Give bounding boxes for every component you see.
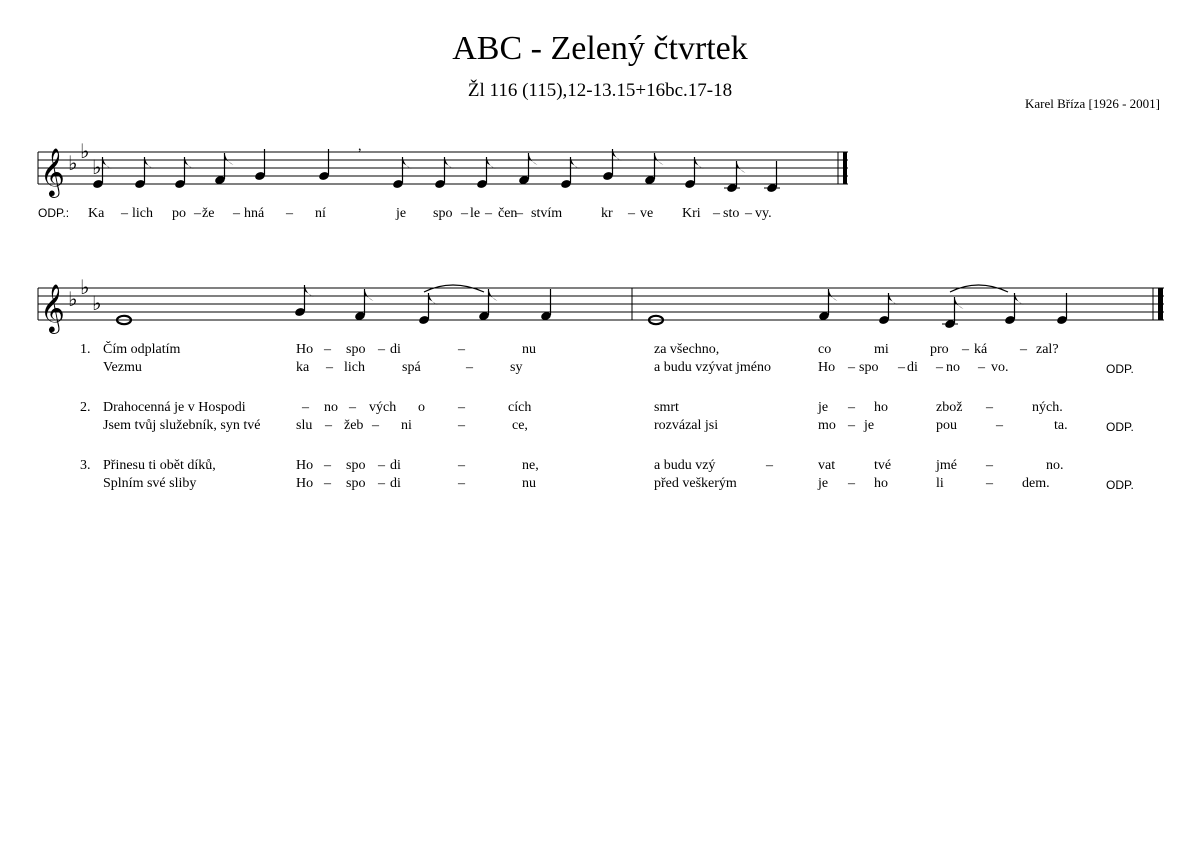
verse-syllable: mi	[874, 342, 889, 357]
verse-syllable: –	[378, 458, 385, 473]
verse-syllable: Ho	[296, 476, 314, 491]
refrain-syllable: hná	[244, 206, 265, 221]
verse-syllable: –	[372, 418, 379, 433]
refrain-syllable: kr	[601, 206, 613, 221]
verse-syllable: Ho	[296, 458, 314, 473]
verse-syllable: sy	[510, 360, 523, 375]
verse-syllable: di	[390, 458, 401, 473]
svg-text:♭: ♭	[68, 287, 78, 311]
verse-number: 2.	[80, 400, 91, 415]
psalm-reference: Žl 116 (115),12-13.15+16bc.17-18	[467, 80, 733, 101]
refrain-syllable: –	[233, 206, 240, 221]
verse-syllable: spo	[859, 360, 879, 375]
verse-syllable: nu	[522, 342, 536, 357]
verse-syllable: ho	[874, 476, 888, 491]
note-eighth	[942, 297, 964, 329]
verse-syllable: no	[946, 360, 960, 375]
verse-syllable: –	[986, 458, 993, 473]
refrain-cue: ODP.	[1106, 362, 1134, 376]
verse-syllable: je	[818, 400, 829, 415]
refrain-syllable: –	[628, 206, 635, 221]
verse-syllable: –	[458, 342, 465, 357]
verse-syllable: –	[324, 342, 331, 357]
verse-text: smrt	[654, 400, 679, 415]
treble-clef-icon: 𝄞	[40, 147, 65, 196]
verse-syllable: ni	[401, 418, 412, 433]
verse-syllable: no	[324, 400, 338, 415]
verse-syllable: zal?	[1036, 342, 1059, 357]
verse-syllable: li	[936, 476, 944, 491]
verse-syllable: ta.	[1054, 418, 1068, 433]
verse-syllable: je	[864, 418, 875, 433]
verse-syllable: je	[818, 476, 829, 491]
verse-text: za všechno,	[654, 342, 720, 357]
refrain-syllable: –	[485, 206, 492, 221]
note-eighth	[354, 289, 373, 321]
refrain-syllable: –	[121, 206, 128, 221]
note-quarter	[254, 149, 266, 181]
key-signature-flats	[68, 276, 101, 315]
verse-syllable: ho	[874, 400, 888, 415]
refrain-syllable: je	[396, 206, 407, 221]
verse-text: Vezmu	[103, 360, 142, 375]
verse-text: před veškerým	[654, 476, 737, 491]
verse-syllable: di	[390, 476, 401, 491]
verse-number: 1.	[80, 342, 91, 357]
svg-text:♭: ♭	[92, 291, 102, 315]
verse-syllable: nu	[522, 476, 536, 491]
refrain-syllable: vy.	[755, 206, 772, 221]
verse-syllable: co	[818, 342, 832, 357]
verse-syllable: ce,	[512, 418, 528, 433]
verse-syllable: pou	[936, 418, 957, 433]
svg-text:♭: ♭	[68, 151, 78, 175]
verse-text: a budu vzývat jméno	[654, 360, 772, 375]
verse-syllable: spo	[346, 458, 366, 473]
note-eighth	[478, 289, 497, 321]
refrain-syllable: Ka	[88, 206, 105, 221]
refrain-syllable: sto	[723, 206, 740, 221]
svg-text:♭: ♭	[80, 140, 90, 163]
verse-syllable: o	[418, 400, 425, 415]
page-title: ABC - Zelený čtvrtek	[452, 30, 748, 67]
verse-syllable: ka	[296, 360, 310, 375]
verse-syllable: –	[848, 400, 855, 415]
note-quarter	[540, 289, 552, 321]
breath-mark-icon: ,	[358, 140, 362, 154]
verse-text: Přinesu ti obět díků,	[103, 458, 216, 473]
svg-text:♭: ♭	[92, 155, 102, 179]
verse-syllable: ných.	[1032, 400, 1063, 415]
svg-text:♭: ♭	[80, 276, 90, 299]
key-signature-flats	[68, 140, 101, 179]
note-quarter	[318, 149, 330, 181]
refrain-syllable: lich	[132, 206, 153, 221]
note-eighth	[818, 289, 837, 321]
note-whole	[114, 316, 134, 324]
verse-syllable: –	[324, 458, 331, 473]
note-whole	[646, 316, 666, 324]
verse-syllable: –	[326, 360, 333, 375]
verse-syllable: Ho	[296, 342, 314, 357]
verse-syllable: zbož	[936, 400, 963, 415]
refrain-syllable: stvím	[531, 206, 563, 221]
verse-syllable: –	[324, 476, 331, 491]
verse-syllable: –	[466, 360, 473, 375]
composer-credit: Karel Bříza [1926 - 2001]	[1024, 96, 1160, 111]
refrain-syllable: –	[461, 206, 468, 221]
verse-syllable: –	[458, 418, 465, 433]
verse-text: a budu vzý	[654, 458, 716, 473]
verse-staff	[0, 276, 1200, 346]
verse-syllable: ne,	[522, 458, 539, 473]
verse-text: Jsem tvůj služebník, syn tvé	[103, 418, 261, 433]
note-quarter	[1056, 293, 1068, 325]
verse-syllable: –	[378, 476, 385, 491]
refrain-syllable: –	[286, 206, 293, 221]
verse-number: 3.	[80, 458, 91, 473]
refrain-syllable: čen	[498, 206, 518, 221]
verse-syllable: lich	[344, 360, 365, 375]
note-eighth	[724, 161, 746, 193]
verse-syllable: spo	[346, 476, 366, 491]
refrain-syllable: že	[202, 206, 215, 221]
verse-text: Splním své sliby	[103, 476, 197, 491]
verse-syllable: cích	[508, 400, 532, 415]
verse-syllable: –	[996, 418, 1003, 433]
verse-syllable: –	[986, 400, 993, 415]
refrain-syllable: spo	[433, 206, 453, 221]
verse-syllable: –	[458, 458, 465, 473]
verse-syllable: –	[986, 476, 993, 491]
verse-syllable: –	[848, 476, 855, 491]
verse-syllable: –	[349, 400, 356, 415]
verse-syllable: –	[936, 360, 943, 375]
verse-syllable: di	[390, 342, 401, 357]
verse-syllable: –	[898, 360, 905, 375]
verse-syllable: –	[848, 418, 855, 433]
verse-syllable: –	[325, 418, 332, 433]
refrain-syllable: –	[745, 206, 752, 221]
verse-syllable: –	[378, 342, 385, 357]
refrain-label: ODP.:	[38, 206, 70, 220]
refrain-syllable: ní	[315, 206, 326, 221]
verse-text: rozvázal jsi	[654, 418, 719, 433]
refrain-syllable: le	[470, 206, 481, 221]
verse-syllable: –	[458, 476, 465, 491]
verse-syllable: –	[302, 400, 309, 415]
note-quarter	[764, 161, 780, 193]
verse-text: Drahocenná je v Hospodi	[103, 400, 246, 415]
verse-syllable: pro	[930, 342, 949, 357]
refrain-syllable: –	[516, 206, 523, 221]
verse-syllable: Ho	[818, 360, 836, 375]
refrain-cue: ODP.	[1106, 420, 1134, 434]
verse-syllable: jmé	[936, 458, 957, 473]
verse-syllable: spo	[346, 342, 366, 357]
verse-text: Čím odplatím	[103, 342, 181, 357]
verse-syllable: žeb	[344, 418, 364, 433]
refrain-syllable: po	[172, 206, 186, 221]
verse-syllable: slu	[296, 418, 313, 433]
verse-syllable: di	[907, 360, 918, 375]
note-eighth	[518, 153, 537, 185]
verse-syllable: –	[962, 342, 969, 357]
verse-syllable: dem.	[1022, 476, 1050, 491]
verse-syllable: –	[848, 360, 855, 375]
note-eighth	[644, 153, 663, 185]
verse-syllable: ká	[974, 342, 988, 357]
verse-syllable: –	[766, 458, 773, 473]
refrain-syllable: –	[713, 206, 720, 221]
verse-syllable: vo.	[991, 360, 1009, 375]
verse-syllable: –	[458, 400, 465, 415]
verse-syllable: –	[1020, 342, 1027, 357]
refrain-syllable: ve	[640, 206, 654, 221]
verse-syllable: spá	[402, 360, 421, 375]
verse-syllable: vých	[369, 400, 397, 415]
verse-syllable: tvé	[874, 458, 892, 473]
verse-syllable: mo	[818, 418, 836, 433]
verse-syllable: no.	[1046, 458, 1064, 473]
verse-syllable: –	[978, 360, 985, 375]
refrain-syllable: Kri	[682, 206, 701, 221]
treble-clef-icon: 𝄞	[40, 283, 65, 332]
refrain-syllable: –	[194, 206, 201, 221]
verse-syllable: vat	[818, 458, 836, 473]
note-eighth	[214, 153, 233, 185]
refrain-cue: ODP.	[1106, 478, 1134, 492]
refrain-staff	[0, 140, 1200, 210]
